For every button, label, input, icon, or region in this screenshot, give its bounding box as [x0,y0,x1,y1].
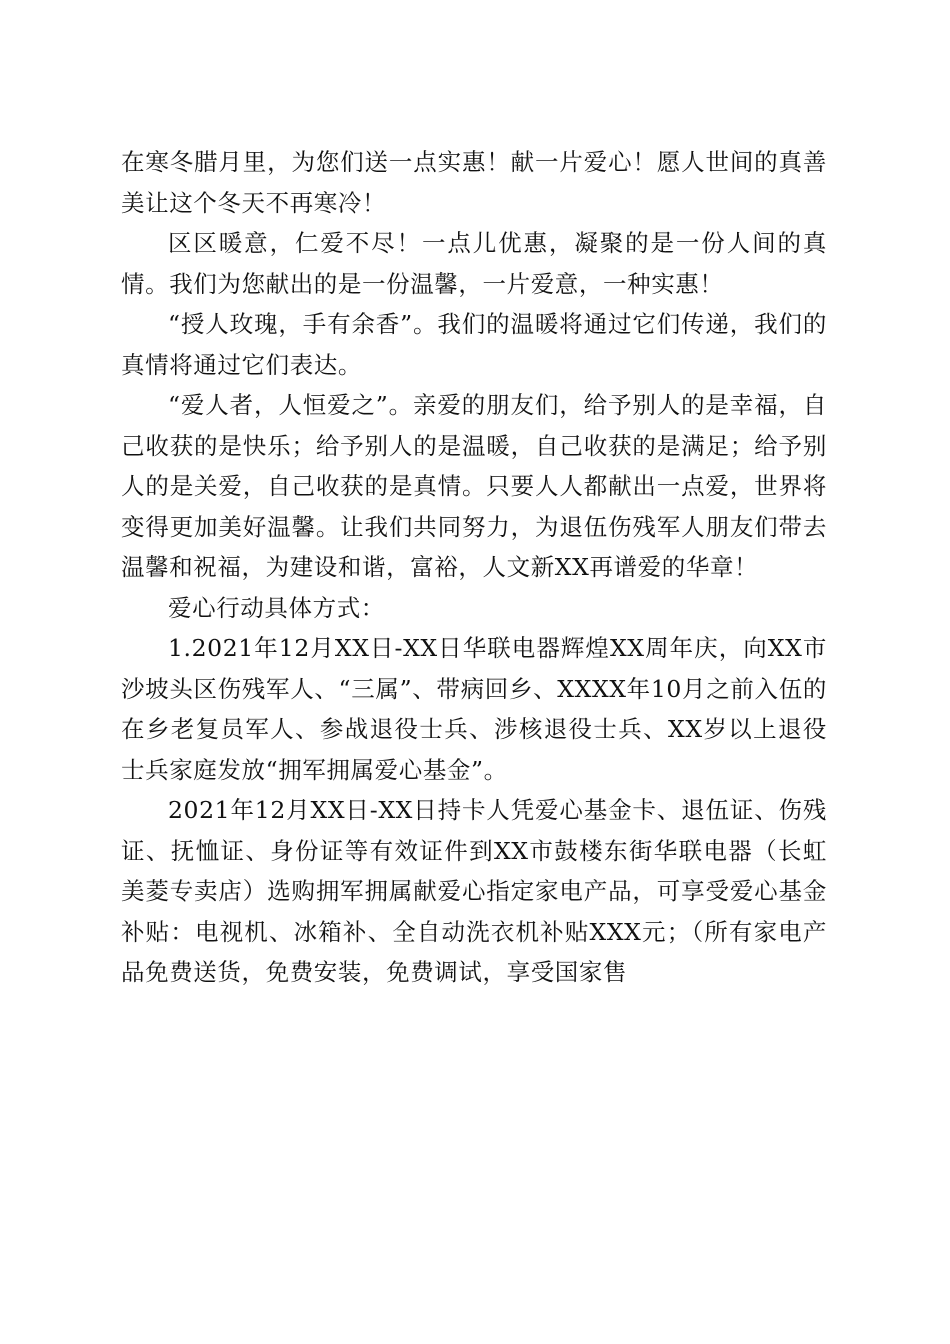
paragraph-3: “授人玫瑰，手有余香”。我们的温暖将通过它们传递，我们的真情将通过它们表达。 [121,310,827,379]
paragraph-7: 2021年12月XX日-XX日持卡人凭爱心基金卡、退伍证、伤残证、抚恤证、身份证等有效证件到XX市鼓楼东街华联电器（长虹美菱专卖店）选购拥军拥属献爱心指定家电产品，可享受爱心基金补贴：电视机、冰箱补、全自动洗衣机补贴XXX元；（所有家电产品免费送货，免费安装，免费调试，享受国家售 [121,796,827,986]
paragraph-1: 在寒冬腊月里，为您们送一点实惠！献一片爱心！愿人世间的真善美让这个冬天不再寒冷！ [121,148,827,217]
paragraph-2: 区区暖意，仁爱不尽！一点儿优惠，凝聚的是一份人间的真情。我们为您献出的是一份温馨，一片爱意，一种实惠！ [121,229,827,298]
paragraph-6: 1.2021年12月XX日-XX日华联电器辉煌XX周年庆，向XX市沙坡头区伤残军人、“三属”、带病回乡、XXXX年10月之前入伍的在乡老复员军人、参战退役士兵、涉核退役士兵、XX岁以上退役士兵家庭发放“拥军拥属爱心基金”。 [121,634,827,784]
document-body [121,142,827,993]
paragraph-5: 爱心行动具体方式： [168,593,385,622]
paragraph-4: “爱人者，人恒爱之”。亲爱的朋友们，给予别人的是幸福，自己收获的是快乐；给予别人的是温暖，自己收获的是满足；给予别人的是关爱，自己收获的是真情。只要人人都献出一点爱，世界将变得更加美好温馨。让我们共同努力，为退伍伤残军人朋友们带去温馨和祝福，为建设和谐，富裕，人文新XX再谱爱的华章！ [121,391,827,581]
